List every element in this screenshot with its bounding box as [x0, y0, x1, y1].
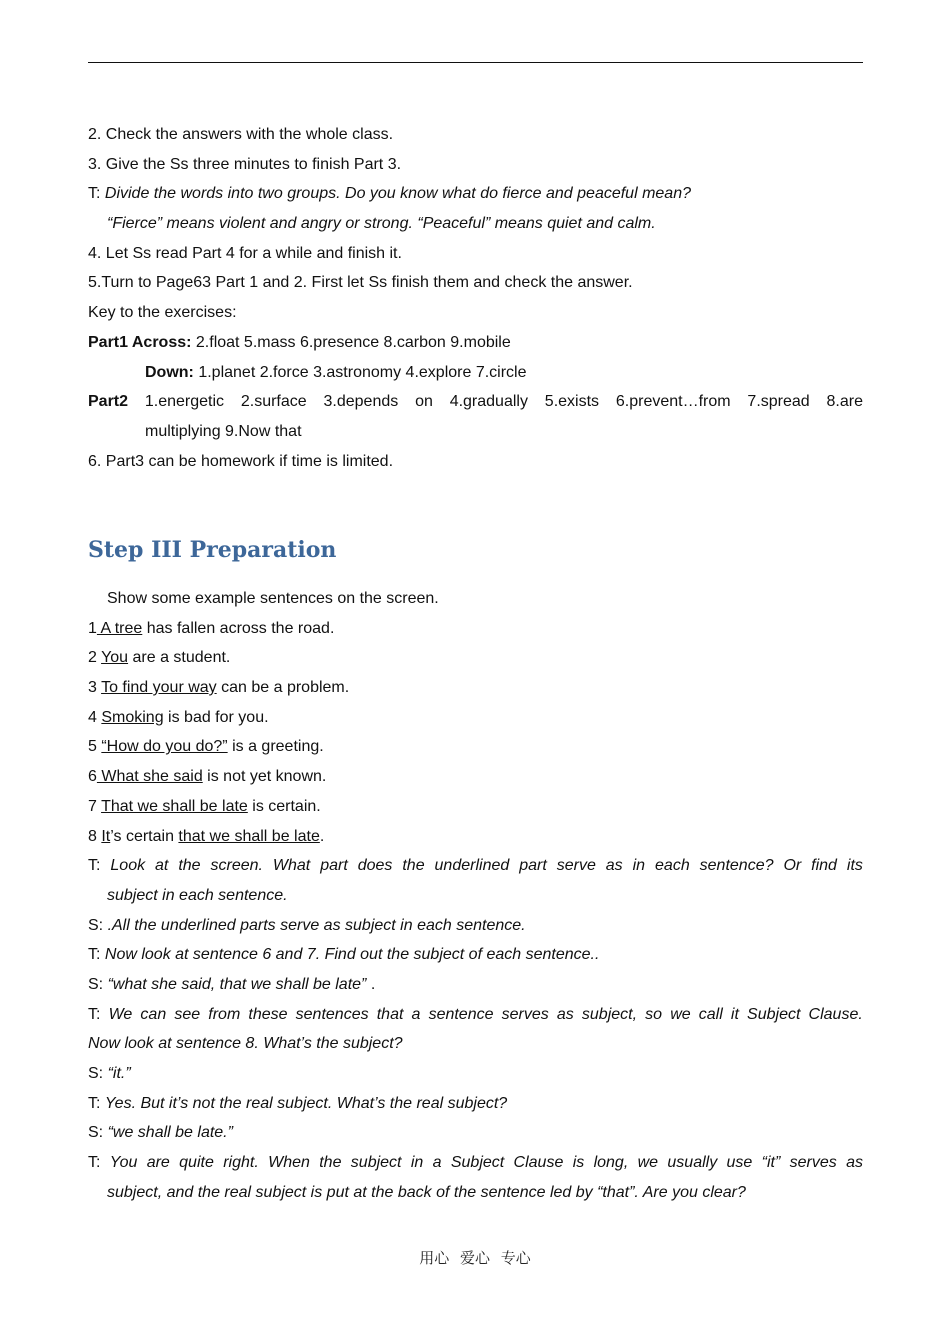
- word: 8.are: [826, 393, 863, 411]
- sentence-rest: is not yet known.: [202, 768, 327, 786]
- sentence-number: 6: [88, 768, 97, 786]
- word: When: [268, 1154, 310, 1172]
- word: Subject: [747, 1005, 801, 1023]
- word: in: [632, 857, 646, 875]
- dialogue-teacher-3-cont: Now look at sentence 8. What’s the subject?: [88, 1035, 403, 1053]
- word: long,: [593, 1154, 629, 1172]
- student-answer: “we shall be late.”: [107, 1124, 233, 1142]
- example-sentence-7: [88, 792, 863, 822]
- speaker-label: S:: [88, 916, 108, 934]
- word: the: [319, 1154, 342, 1172]
- word: that: [376, 1005, 404, 1023]
- top-section: [88, 120, 863, 476]
- speaker-label: S:: [88, 1124, 108, 1142]
- word: sentences: [295, 1005, 369, 1023]
- dialogue-student-1: [88, 911, 863, 941]
- word: sentence?: [699, 857, 774, 875]
- word: its: [846, 857, 863, 875]
- line-part2-cont: multiplying 9.Now that: [145, 422, 302, 440]
- speaker-label: S:: [88, 975, 108, 993]
- part2-label: Part2: [88, 393, 129, 411]
- down-label: Down:: [145, 363, 194, 381]
- speaker-label: S:: [88, 1065, 108, 1082]
- word: You: [109, 1154, 138, 1172]
- teacher-question: Yes. But it’s not the real subject. What’s the real subject?: [104, 1094, 508, 1112]
- word: subject,: [581, 1005, 638, 1023]
- sentence-number: 2: [88, 649, 102, 667]
- sentence-rest: has fallen across the road.: [142, 619, 335, 637]
- word: these: [248, 1005, 288, 1023]
- speaker-label: T:: [88, 946, 105, 964]
- word: “it”: [761, 1154, 781, 1172]
- underlined-subject: “How do you do?”: [101, 738, 228, 756]
- underlined-it: It: [101, 827, 111, 845]
- word: on: [415, 393, 433, 411]
- word: 2.surface: [240, 393, 307, 411]
- sentence-number: 3: [88, 679, 102, 697]
- word: 1.energetic: [144, 393, 225, 411]
- underlined-subject: Smoking: [101, 708, 164, 726]
- word: as: [846, 1154, 863, 1172]
- word: Clause: [513, 1154, 564, 1172]
- word: Or: [783, 857, 802, 875]
- example-sentence-5: [88, 732, 863, 762]
- dialogue-teacher-look-cont: subject in each sentence.: [107, 886, 288, 904]
- word: right.: [223, 1154, 259, 1172]
- underlined-subject: What she said: [96, 768, 203, 786]
- part1-label: Part1 Across:: [88, 333, 192, 351]
- word: find: [811, 857, 837, 875]
- underlined-subject: That we shall be late: [101, 797, 248, 815]
- underlined-subject: To find your way: [101, 679, 217, 697]
- sentence-number: 7: [88, 797, 102, 815]
- speaker-label: T:: [88, 1005, 101, 1023]
- line-key-exercises: Key to the exercises:: [88, 304, 237, 322]
- word: part: [320, 857, 348, 875]
- word: so: [645, 1005, 663, 1023]
- word: serve: [556, 857, 596, 875]
- speaker-label: T:: [88, 857, 101, 875]
- dialogue-teacher-look: [88, 851, 863, 881]
- word: we: [637, 1154, 659, 1172]
- underlined-real-subject: that we shall be late: [178, 827, 320, 845]
- punctuation: .: [366, 975, 376, 993]
- sentence-number: 8: [88, 827, 102, 845]
- example-sentence-4: [88, 703, 863, 733]
- example-sentence-6: [88, 762, 863, 792]
- sentence-number: 4: [88, 708, 102, 726]
- word: 5.exists: [544, 393, 600, 411]
- word: 6.prevent…from: [615, 393, 731, 411]
- word: we: [670, 1005, 691, 1023]
- dialogue-teacher-5: [88, 1148, 863, 1178]
- word: call: [698, 1005, 723, 1023]
- line-turn-page: 5.Turn to Page63 Part 1 and 2. First let Ss finish them and check the answer.: [88, 274, 633, 292]
- word: 4.gradually: [449, 393, 528, 411]
- word: can: [140, 1005, 167, 1023]
- word: a: [432, 1154, 442, 1172]
- dialogue-teacher-2: [88, 940, 863, 970]
- word: Subject: [450, 1154, 505, 1172]
- word: each: [655, 857, 690, 875]
- student-answer: “it.”: [107, 1065, 131, 1082]
- sentence-rest: are a student.: [128, 649, 231, 667]
- underlined-subject: You: [101, 649, 129, 667]
- word: part: [519, 857, 547, 875]
- dialogue-teacher-4: [88, 1089, 863, 1119]
- word: We: [108, 1005, 133, 1023]
- word: 7.spread: [747, 393, 810, 411]
- sentence-rest: is certain.: [247, 797, 321, 815]
- header-rule: [88, 62, 863, 63]
- sentence-rest: is bad for you.: [163, 708, 269, 726]
- line-teacher-divide: [88, 179, 863, 209]
- down-answers: 1.planet 2.force 3.astronomy 4.explore 7.circle: [193, 363, 527, 381]
- dialogue-teacher-5-cont: subject, and the real subject is put at the back of the sentence led by “that”. Are you clear?: [107, 1183, 746, 1201]
- teacher-question: Now look at sentence 6 and 7. Find out the subject of each sentence..: [104, 946, 600, 964]
- dialogue-teacher-3: [88, 1000, 863, 1030]
- speaker-label: T:: [88, 1094, 105, 1112]
- word: are: [146, 1154, 170, 1172]
- word: at: [155, 857, 169, 875]
- word: serves: [501, 1005, 549, 1023]
- word: it: [730, 1005, 739, 1023]
- page-footer: 用心 爱心 专心: [419, 1249, 531, 1267]
- word: use: [726, 1154, 753, 1172]
- line-intro: Show some example sentences on the screen.: [107, 590, 439, 607]
- sentence-middle: ’s certain: [110, 827, 179, 845]
- word: the: [178, 857, 201, 875]
- line-part2: [88, 387, 863, 417]
- word: 3.depends: [323, 393, 399, 411]
- word: sentence: [428, 1005, 494, 1023]
- word: subject: [350, 1154, 402, 1172]
- line-give-minutes: 3. Give the Ss three minutes to finish Part 3.: [88, 155, 402, 173]
- sentence-end: .: [319, 827, 325, 845]
- word: is: [572, 1154, 585, 1172]
- word: see: [174, 1005, 201, 1023]
- word: from: [208, 1005, 241, 1023]
- sentence-number: 5: [88, 738, 102, 756]
- section-heading: Step III Preparation: [88, 537, 337, 563]
- word: What: [272, 857, 311, 875]
- word: underlined: [434, 857, 510, 875]
- example-sentence-2: [88, 643, 863, 673]
- sentence-number: 1: [88, 619, 97, 637]
- word: the: [402, 857, 425, 875]
- dialogue-student-4: [88, 1118, 863, 1148]
- word: Look: [110, 857, 146, 875]
- part1-answers: 2.float 5.mass 6.presence 8.carbon 9.mobile: [191, 333, 511, 351]
- word: usually: [667, 1154, 718, 1172]
- sentence-rest: is a greeting.: [227, 738, 324, 756]
- word: Clause.: [808, 1005, 863, 1023]
- word: a: [411, 1005, 421, 1023]
- dialogue-student-2: [88, 970, 863, 1000]
- student-answer: .All the underlined parts serve as subject in each sentence.: [107, 916, 526, 934]
- example-sentence-8: [88, 822, 863, 852]
- word: as: [556, 1005, 574, 1023]
- word: quite: [179, 1154, 214, 1172]
- example-sentence-1: [88, 614, 863, 644]
- dialogue-student-3: [88, 1059, 863, 1089]
- example-sentence-3: [88, 673, 863, 703]
- line-part1-across: [88, 328, 863, 358]
- speaker-label: T:: [88, 185, 105, 203]
- sentence-rest: can be a problem.: [216, 679, 350, 697]
- word: screen.: [210, 857, 263, 875]
- line-part1-down: [88, 358, 863, 388]
- line-check-answers: 2. Check the answers with the whole class.: [88, 126, 394, 143]
- line-fierce-peaceful: “Fierce” means violent and angry or strong. “Peaceful” means quiet and calm.: [107, 215, 656, 233]
- line-part3-homework: 6. Part3 can be homework if time is limited.: [88, 452, 394, 470]
- speaker-label: T:: [88, 1154, 101, 1172]
- word: in: [410, 1154, 424, 1172]
- word: does: [357, 857, 393, 875]
- line-read-part4: 4. Let Ss read Part 4 for a while and finish it.: [88, 244, 402, 262]
- teacher-question: Divide the words into two groups. Do you know what do fierce and peaceful mean?: [104, 185, 691, 203]
- underlined-subject: A tree: [96, 619, 143, 637]
- word: as: [605, 857, 623, 875]
- word: serves: [789, 1154, 837, 1172]
- preparation-section: [88, 584, 863, 1207]
- student-answer: “what she said, that we shall be late”: [107, 975, 367, 993]
